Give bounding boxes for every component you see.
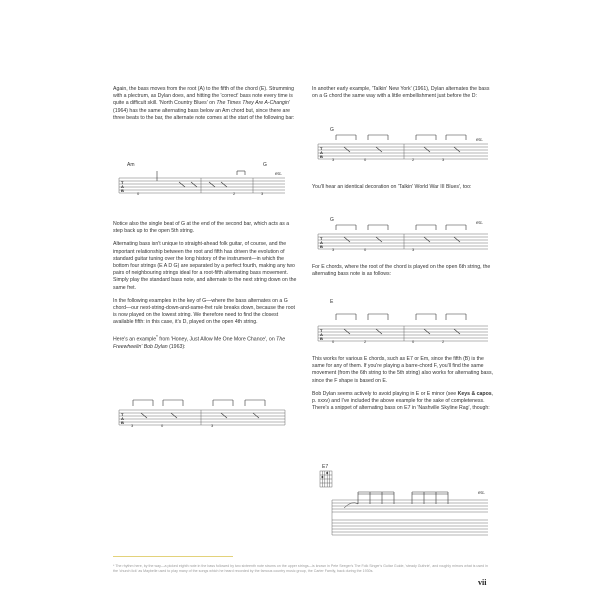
svg-text:0: 0 [137, 191, 140, 196]
svg-text:T: T [121, 180, 124, 185]
svg-text:0: 0 [364, 157, 367, 162]
left-column [113, 86, 297, 128]
right-column [312, 86, 496, 106]
svg-text:B: B [121, 188, 124, 193]
right-paragraph-2: You'll hear an identical decoration on 'Talkin' World War III Blues', too: [312, 184, 472, 190]
svg-text:T: T [320, 146, 323, 151]
tab-example-e7-nashville [312, 460, 496, 545]
tab-example-talkin-new-york [312, 124, 496, 173]
svg-text:G: G [330, 217, 334, 223]
footnote-rule [113, 556, 233, 557]
right-column-lower [312, 356, 496, 418]
svg-text:B: B [121, 420, 124, 425]
svg-text:0: 0 [364, 247, 367, 252]
svg-text:A: A [320, 150, 323, 155]
svg-text:G: G [330, 127, 334, 133]
svg-text:3: 3 [211, 423, 214, 428]
svg-text:2: 2 [412, 157, 415, 162]
chord-label-am: Am [127, 162, 135, 168]
tab-staff [318, 234, 488, 249]
svg-text:2: 2 [364, 339, 367, 344]
svg-text:B: B [320, 244, 323, 249]
tab-example-world-war-iii [312, 214, 496, 263]
svg-text:T: T [320, 328, 323, 333]
tab-example-e-chord [312, 286, 496, 351]
svg-text:0: 0 [412, 339, 415, 344]
right-column-e [312, 264, 496, 284]
tab-example-honey [113, 396, 293, 441]
tab-example-am-g [113, 160, 293, 209]
svg-text:A: A [320, 240, 323, 245]
right-paragraph-3: For E chords, where the root of the chord is played on the open 6th string, the alternating bass note is as follows: [312, 264, 491, 278]
svg-text:A: A [320, 332, 323, 337]
svg-text:B: B [320, 336, 323, 341]
tab-staff [318, 144, 488, 159]
svg-text:T: T [121, 412, 124, 417]
svg-text:3: 3 [261, 191, 264, 196]
svg-text:T: T [320, 236, 323, 241]
svg-text:0: 0 [332, 339, 335, 344]
svg-text:3: 3 [332, 247, 335, 252]
right-paragraph-1: In another early example, 'Talkin' New York' (1961), Dylan alternates the bass on a G chord the same way with a little embellishment just before the D: [312, 86, 490, 100]
svg-text:etc.: etc. [476, 220, 484, 225]
etc-label: etc. [275, 171, 283, 176]
svg-text:2: 2 [442, 339, 445, 344]
svg-text:3: 3 [442, 157, 445, 162]
svg-text:B: B [320, 154, 323, 159]
left-paragraph-2: Notice also the single beat of G at the end of the second bar, which acts as a step back up to the open 5th string. [113, 221, 290, 235]
svg-text:A: A [121, 416, 124, 421]
left-column-lower [113, 221, 297, 357]
left-paragraph-1: Again, the bass moves from the root (A) to the fifth of the chord (E). Strumming with a plectrum, as Dylan does, and hitting the 'correct' bass note every time is quite a difficult skill. 'North Country Blues' on The Times They Are A-Changin' (1964) has the same alternating bass below an Am chord but, since there are three beats to the bar, the alternate note comes at the start of the following bar: [113, 86, 295, 121]
svg-text:0: 0 [161, 423, 164, 428]
chord-label-e7: E7 [322, 464, 329, 470]
svg-text:3: 3 [131, 423, 134, 428]
svg-text:etc.: etc. [478, 490, 486, 495]
page-number: vii [478, 578, 487, 587]
svg-text:3: 3 [332, 157, 335, 162]
svg-text:3: 3 [412, 247, 415, 252]
footnote: * The rhythm here, by the way—a picked eighth note in the bass followed by two sixteenth note strums on the upper strings—is known in Pete Seeger's The Folk Singer's Guitar Guide, 'steady Guthrie', and roughly mirrors what is used in the 'church lick' as Maybelle used to play many of the songs which he heard recorded by the famous country music group, the Carter Family, back during the 1930s. [113, 564, 488, 573]
svg-text:etc.: etc. [476, 137, 484, 142]
chord-diagram [320, 471, 332, 487]
left-paragraph-4: In the following examples in the key of G—where the bass alternates on a G chord—our next-string-down-and-same-fret rule breaks down, because the root is now played on the lowest string. We therefore need to find the closest available fifth: in this case, it's D, played on the open 4th string. [113, 297, 295, 326]
svg-text:A: A [121, 184, 124, 189]
right-paragraph-4: This works for various E chords, such as E7 or Em, since the fifth (B) is the same for any of them. If you're playing a barre-chord F, you'll find the same movement (from the 6th string to the 5th string) also works for alternating bass, since the F shape is based on E. [312, 356, 494, 384]
tab-staff [119, 410, 285, 425]
left-paragraph-3: Alternating bass isn't unique to straight-ahead folk guitar, of course, and the important relationship between the root and fifth has driven the evolution of standard guitar tuning over the long history of the instrument—in which the bottom four strings (E A D G) are separated by a perfect fourth, making any two pairs of neighbouring strings ideal for a root-fifth alternating bass movement. Simply play the standard bass note, and alternate to the next string down on the same fret. [113, 241, 297, 291]
svg-text:E: E [330, 299, 334, 305]
right-paragraph-5: Bob Dylan seems actively to avoid playing in E or E minor (see Keys & capos, p. xxxv) and I've included the above example for the sake of completeness. There's a snippet of alternating bass on E7 in 'Nashville Skyline Rag', though: [312, 390, 494, 412]
chord-label-g: G [263, 162, 267, 168]
tab-staff [318, 326, 488, 341]
svg-text:2: 2 [233, 191, 236, 196]
music-staff [332, 500, 488, 535]
right-column-mid [312, 184, 496, 197]
left-paragraph-5: Here's an example* from 'Honey, Just Allow Me One More Chance', on The Freewheelin' Bob Dylan (1963): [113, 333, 286, 350]
